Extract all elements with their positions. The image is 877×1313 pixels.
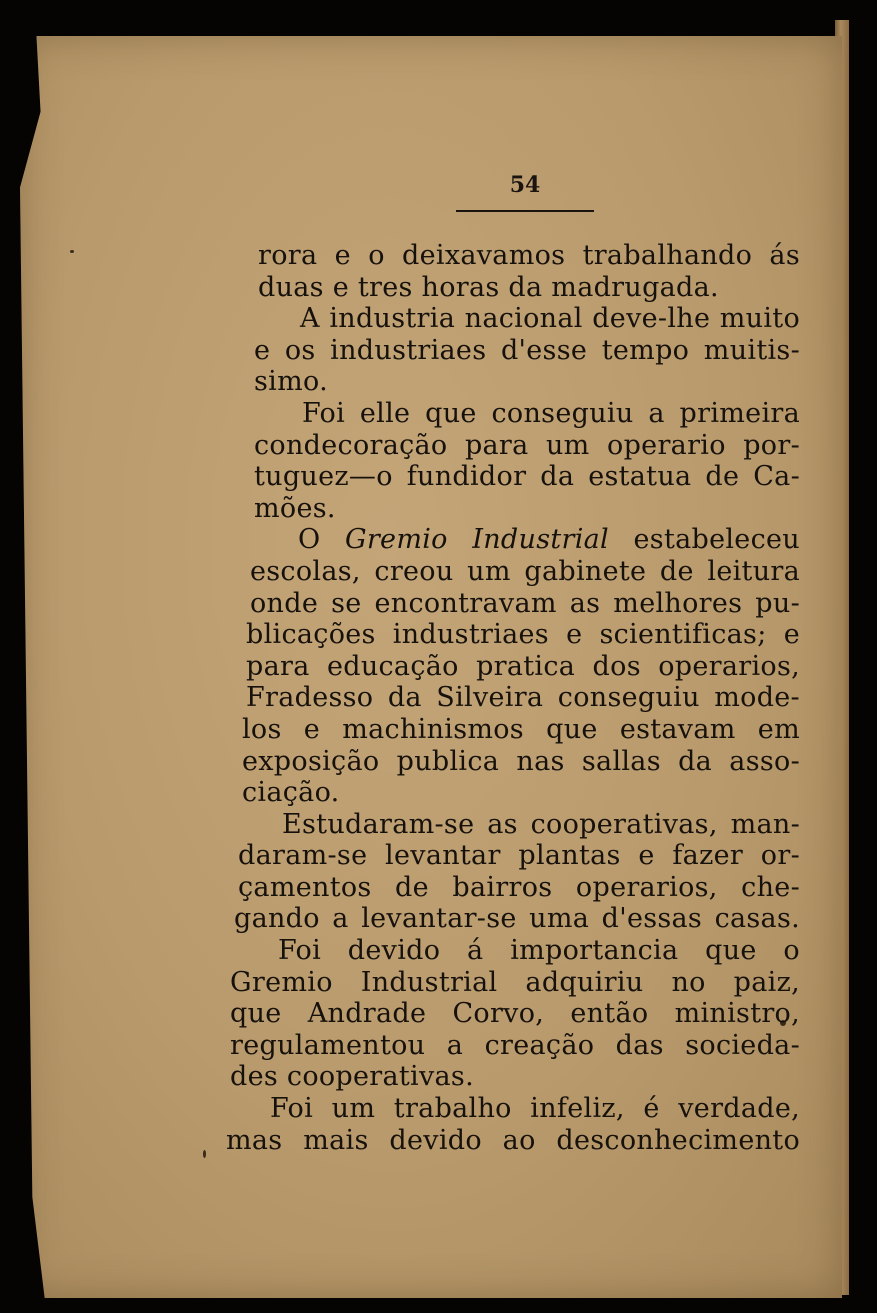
text-line: los e machinismos que estavam em xyxy=(242,713,800,745)
text-line-rest: estabeleceu xyxy=(633,524,800,556)
text-line: Foi elle que conseguiu a primeira xyxy=(302,397,800,429)
text-line: Gremio Industrial adquiriu no paiz, xyxy=(230,966,800,998)
text-line: regulamentou a creação das socieda- xyxy=(230,1029,800,1061)
text-line: A industria nacional deve-lhe muito xyxy=(300,303,800,335)
gremio-prefix: O xyxy=(298,524,321,556)
text-line: des cooperativas. xyxy=(230,1061,474,1093)
text-line: rora e o deixavamos trabalhando ás xyxy=(258,240,800,271)
header-rule xyxy=(456,210,594,212)
text-line: e os industriaes d'esse tempo muitis- xyxy=(254,334,800,366)
text-line: Foi um trabalho infeliz, é verdade, xyxy=(270,1093,800,1125)
text-line: daram-se levantar plantas e fazer or- xyxy=(238,840,800,872)
text-line: duas e tres horas da madrugada. xyxy=(258,271,719,303)
text-line: para educação pratica dos operarios, xyxy=(246,650,800,682)
text-line: Fradesso da Silveira conseguiu mode- xyxy=(246,682,800,714)
page-number: 54 xyxy=(509,172,541,198)
text-line: çamentos de bairros operarios, che- xyxy=(238,871,800,903)
text-line: onde se encontravam as melhores pu- xyxy=(250,587,800,619)
text-line: que Andrade Corvo, então ministro, xyxy=(230,998,800,1030)
paper-speck xyxy=(70,250,74,253)
gremio-industrial-italic: Gremio Industrial xyxy=(344,524,609,556)
text-line: ciação. xyxy=(242,777,340,809)
text-line: escolas, creou um gabinete de leitura xyxy=(250,555,800,587)
text-line: simo. xyxy=(254,366,328,398)
text-line xyxy=(230,524,800,556)
body-text xyxy=(226,240,800,1156)
text-line: mas mais devido ao desconhecimento xyxy=(226,1124,800,1156)
text-line: condecoração para um operario por- xyxy=(254,429,800,461)
text-line: exposição publica nas sallas da asso- xyxy=(242,745,800,777)
text-line: gando a levantar-se uma d'essas casas. xyxy=(234,903,800,935)
text-line: blicações industriaes e scientificas; e xyxy=(246,619,800,651)
text-line: mões. xyxy=(254,492,336,524)
text-line: tuguez—o fundidor da estatua de Ca- xyxy=(254,461,800,493)
text-line: Foi devido á importancia que o xyxy=(278,935,800,967)
text-line: Estudaram-se as cooperativas, man- xyxy=(282,808,800,840)
paper-speck xyxy=(203,1150,206,1158)
